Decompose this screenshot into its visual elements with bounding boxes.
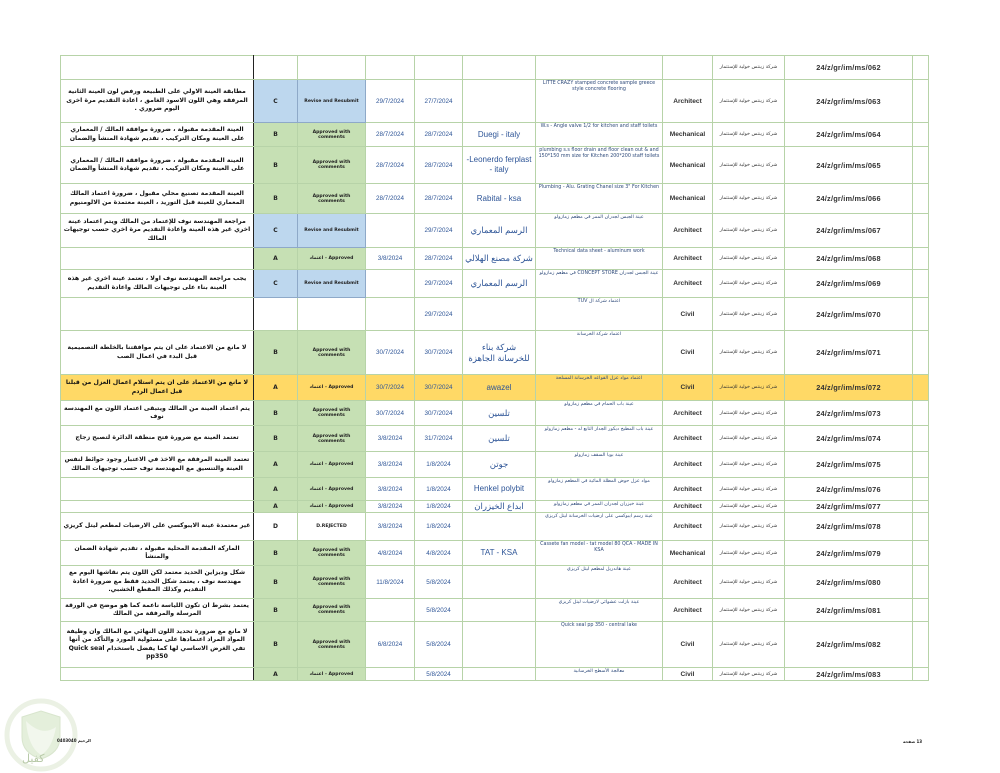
code-cell: B (254, 331, 298, 375)
blank-cell (913, 478, 929, 501)
discipline-cell: Architect (663, 248, 713, 270)
blank-cell (913, 622, 929, 668)
reference-cell: 24/z/gr/im/ms/078 (785, 513, 913, 541)
discipline-cell: Architect (663, 478, 713, 501)
supplier-cell (463, 622, 536, 668)
date-submitted-cell: 31/7/2024 (415, 426, 463, 452)
date-returned-cell (366, 298, 415, 331)
blank-cell (913, 214, 929, 248)
discipline-cell: Architect (663, 426, 713, 452)
supplier-cell (463, 56, 536, 80)
blank-cell (913, 123, 929, 147)
discipline-cell: Civil (663, 668, 713, 681)
description-cell: plumbing s.s floor drain and floor clean out & and 150*150 mm size for Kitchen 200*200 staff toilets (536, 147, 663, 184)
submittal-log-table (60, 55, 929, 681)
status-cell: Revise and Resubmit (298, 80, 366, 123)
status-cell: اعتماد - Approved (298, 248, 366, 270)
contractor-cell: شركة زينتس خولية للإستثمار (713, 478, 785, 501)
discipline-cell: Mechanical (663, 184, 713, 214)
description-cell: Technical data sheet - aluminum work (536, 248, 663, 270)
description-cell: عينة الجبس لجدران CONCEPT STORE في مطعم زمازولو (536, 270, 663, 298)
blank-cell (913, 298, 929, 331)
reference-cell: 24/z/gr/im/ms/080 (785, 566, 913, 599)
comment-cell: لا مانع من الاعتماد على ان يتم موافقتنا بالخلطة التصميمية قبل البدء في اعمال الصب (61, 331, 254, 375)
discipline-cell: Architect (663, 80, 713, 123)
date-submitted-cell: 1/8/2024 (415, 501, 463, 513)
description-cell: عينة هاندريل لمطعم ليتل كريزي (536, 566, 663, 599)
discipline-cell: Civil (663, 331, 713, 375)
discipline-cell: Civil (663, 375, 713, 401)
supplier-cell (463, 80, 536, 123)
date-returned-cell: 29/7/2024 (366, 80, 415, 123)
comment-cell: يعتمد بشرط ان تكون اللياسة ناعمة كما هو موضح في الورقة المرسلة والمرفقة من المالك (61, 599, 254, 622)
blank-cell (913, 248, 929, 270)
table-row (61, 401, 929, 426)
comment-cell: مراجعة المهندسة نوف للإعتماد من المالك ويتم اعتماد عينة اخري غير هذه العينة واعادة التقديم مرة اخري حسب توجيهات المالك (61, 214, 254, 248)
reference-cell: 24/z/gr/im/ms/073 (785, 401, 913, 426)
comment-cell: العينة المقدمة مقبولة ، ضرورة موافقة المالك / المعماري على العينة ومكان التركيب ، تقديم شهادة المنشأ والضمان (61, 123, 254, 147)
table-row (61, 541, 929, 566)
date-submitted-cell: 27/7/2024 (415, 80, 463, 123)
reference-cell: 24/z/gr/im/ms/076 (785, 478, 913, 501)
comment-cell (61, 668, 254, 681)
contractor-cell: شركة زينتس خولية للإستثمار (713, 80, 785, 123)
comment-cell (61, 56, 254, 80)
reference-cell: 24/z/gr/im/ms/079 (785, 541, 913, 566)
reference-cell: 24/z/gr/im/ms/075 (785, 452, 913, 478)
description-cell (536, 56, 663, 80)
supplier-cell: Duegi - italy (463, 123, 536, 147)
status-cell: Approved with comments (298, 426, 366, 452)
code-cell: B (254, 401, 298, 426)
description-cell: W.s - Angle valve 1/2 for kitchen and staff toilets (536, 123, 663, 147)
comment-cell: الماركة المقدمة المحلية مقبولة ، تقديم شهادة الضمان والمنشأ (61, 541, 254, 566)
code-cell: A (254, 375, 298, 401)
date-submitted-cell: 29/7/2024 (415, 298, 463, 331)
contractor-cell: شركة زينتس خولية للإستثمار (713, 298, 785, 331)
table-row (61, 622, 929, 668)
comment-cell: غير معتمدة عينة الايبوكسي على الارضيات لمطعم ليتل كريزي (61, 513, 254, 541)
supplier-cell: الرسم المعماري (463, 214, 536, 248)
table-row (61, 331, 929, 375)
comment-cell: تعتمد العينة المرفقة مع الاخذ في الاعتبار وجود حوائط لنفس العينة والتنسيق مع المهندسة نوف حسب توجيهات المالك (61, 452, 254, 478)
code-cell: B (254, 599, 298, 622)
description-cell: اعتماد مواد عزل القواعد الخرسانة المسلحة (536, 375, 663, 401)
contractor-cell: شركة زينتس خولية للإستثمار (713, 56, 785, 80)
blank-cell (913, 501, 929, 513)
code-cell: A (254, 668, 298, 681)
comment-cell: يجب مراجعة المهندسة نوف اولا ، تعتمد عينة اخري غير هذه العينة بناء على توجيهات المالك واعادة التقديم (61, 270, 254, 298)
comment-cell: لا مانع من الاعتماد على ان يتم استلام اعمال العزل من قبلنا قبل اعمال الردم (61, 375, 254, 401)
comment-cell: لا مانع مع ضرورة تحديد اللون النهائي مع المالك وان وظيفة المواد المراد اعتمادها على مسئولية المورد والتأكد من أنها تفي الغرض الاساسي لها كما يفضل باستخدام Quick seal pp350 (61, 622, 254, 668)
contractor-cell: شركة زينتس خولية للإستثمار (713, 513, 785, 541)
code-cell: B (254, 147, 298, 184)
code-cell: B (254, 566, 298, 599)
discipline-cell: Architect (663, 452, 713, 478)
blank-cell (913, 270, 929, 298)
code-cell: B (254, 541, 298, 566)
status-cell: اعتماد - Approved (298, 668, 366, 681)
contractor-cell: شركة زينتس خولية للإستثمار (713, 501, 785, 513)
discipline-cell: Civil (663, 622, 713, 668)
blank-cell (913, 599, 929, 622)
supplier-cell: شركة مصنع الهلالي (463, 248, 536, 270)
comment-cell: العينة المقدمة تصنيع محلي مقبول ، ضرورة اعتماد المالك المعماري للعينة قبل التوريد ، العينة معتمدة من الالومنيوم (61, 184, 254, 214)
status-cell: Approved with comments (298, 541, 366, 566)
code-cell: B (254, 184, 298, 214)
supplier-cell: الرسم المعماري (463, 270, 536, 298)
table-row (61, 452, 929, 478)
discipline-cell: Mechanical (663, 123, 713, 147)
discipline-cell: Architect (663, 214, 713, 248)
date-returned-cell: 11/8/2024 (366, 566, 415, 599)
status-cell: D.REJECTED (298, 513, 366, 541)
table-row (61, 566, 929, 599)
date-submitted-cell: 29/7/2024 (415, 214, 463, 248)
code-cell: C (254, 80, 298, 123)
comment-cell: مطابقة العينة الاولي على الطبيعة ورفض لون العينة الثانية المرفقة وهي اللون الاسود الغامق ، اعادة التقديم مرة اخرى اليوم ضروري . (61, 80, 254, 123)
code-cell: D (254, 513, 298, 541)
blank-cell (913, 452, 929, 478)
reference-cell: 24/z/gr/im/ms/066 (785, 184, 913, 214)
date-returned-cell (366, 270, 415, 298)
supplier-cell (463, 566, 536, 599)
table-row (61, 56, 929, 80)
reference-cell: 24/z/gr/im/ms/071 (785, 331, 913, 375)
table-row (61, 375, 929, 401)
description-cell: اعتماد شركة الخرسانة (536, 331, 663, 375)
footer-left-text: الرحيم 0403040 (57, 738, 91, 743)
table-row (61, 298, 929, 331)
contractor-cell: شركة زينتس خولية للإستثمار (713, 541, 785, 566)
comment-cell: العينة المقدمة مقبولة ، ضرورة موافقة المالك / المعماري على العينة ومكان التركيب ، تقديم شهادة المنشأ والضمان (61, 147, 254, 184)
date-submitted-cell: 29/7/2024 (415, 270, 463, 298)
reference-cell: 24/z/gr/im/ms/072 (785, 375, 913, 401)
code-cell: A (254, 501, 298, 513)
contractor-cell: شركة زينتس خولية للإستثمار (713, 248, 785, 270)
table-row (61, 478, 929, 501)
discipline-cell: Architect (663, 599, 713, 622)
contractor-cell: شركة زينتس خولية للإستثمار (713, 184, 785, 214)
date-submitted-cell: 4/8/2024 (415, 541, 463, 566)
status-cell (298, 56, 366, 80)
date-submitted-cell: 30/7/2024 (415, 331, 463, 375)
date-returned-cell: 3/8/2024 (366, 426, 415, 452)
contractor-cell: شركة زينتس خولية للإستثمار (713, 270, 785, 298)
date-submitted-cell: 30/7/2024 (415, 401, 463, 426)
description-cell: عينة رسم ايبوكسي على ارضيات الخرسانة ليتل كريزي (536, 513, 663, 541)
date-submitted-cell: 5/8/2024 (415, 599, 463, 622)
description-cell: معالجة الأسطح الخرسانية (536, 668, 663, 681)
reference-cell: 24/z/gr/im/ms/065 (785, 147, 913, 184)
table-row (61, 248, 929, 270)
blank-cell (913, 541, 929, 566)
status-cell: Approved with comments (298, 401, 366, 426)
contractor-cell: شركة زينتس خولية للإستثمار (713, 452, 785, 478)
reference-cell: 24/z/gr/im/ms/077 (785, 501, 913, 513)
comment-cell: يتم اعتماد العينة من المالك ويتبقى اعتماد اللون مع المهندسة نوف (61, 401, 254, 426)
discipline-cell: Architect (663, 566, 713, 599)
comment-cell: تعتمد العينة مع ضرورة فتح منطقة الدائرة لتصبح زجاج (61, 426, 254, 452)
contractor-cell: شركة زينتس خولية للإستثمار (713, 147, 785, 184)
supplier-cell (463, 668, 536, 681)
discipline-cell: Architect (663, 501, 713, 513)
date-returned-cell: 28/7/2024 (366, 184, 415, 214)
date-returned-cell (366, 56, 415, 80)
table-row (61, 501, 929, 513)
status-cell: اعتماد - Approved (298, 452, 366, 478)
code-cell: A (254, 452, 298, 478)
reference-cell: 24/z/gr/im/ms/067 (785, 214, 913, 248)
supplier-cell (463, 513, 536, 541)
blank-cell (913, 184, 929, 214)
table-row (61, 426, 929, 452)
status-cell: اعتماد - Approved (298, 478, 366, 501)
status-cell: Approved with comments (298, 566, 366, 599)
supplier-cell: تلسين (463, 426, 536, 452)
blank-cell (913, 80, 929, 123)
blank-cell (913, 331, 929, 375)
table-row (61, 147, 929, 184)
date-submitted-cell: 1/8/2024 (415, 513, 463, 541)
table-row (61, 214, 929, 248)
blank-cell (913, 401, 929, 426)
code-cell: B (254, 123, 298, 147)
date-submitted-cell: 30/7/2024 (415, 375, 463, 401)
date-returned-cell (366, 599, 415, 622)
description-cell: Cassete fan model - tat model 80 QCA - MADE IN KSA (536, 541, 663, 566)
contractor-cell: شركة زينتس خولية للإستثمار (713, 622, 785, 668)
blank-cell (913, 56, 929, 80)
status-cell (298, 298, 366, 331)
supplier-cell: Rabital - ksa (463, 184, 536, 214)
code-cell: B (254, 426, 298, 452)
status-cell: اعتماد - Approved (298, 375, 366, 401)
supplier-cell: ابداع الخيزران (463, 501, 536, 513)
page-number: 13 صفحة (903, 739, 923, 744)
blank-cell (913, 513, 929, 541)
contractor-cell: شركة زينتس خولية للإستثمار (713, 566, 785, 599)
date-returned-cell: 28/7/2024 (366, 147, 415, 184)
discipline-cell: Architect (663, 401, 713, 426)
date-submitted-cell: 5/8/2024 (415, 622, 463, 668)
date-submitted-cell: 28/7/2024 (415, 123, 463, 147)
date-submitted-cell: 28/7/2024 (415, 184, 463, 214)
comment-cell (61, 501, 254, 513)
table-row (61, 80, 929, 123)
date-returned-cell: 28/7/2024 (366, 123, 415, 147)
code-cell (254, 56, 298, 80)
description-cell: LITTE CRAZY stamped concrete sample greece style concrete flooring (536, 80, 663, 123)
discipline-cell: Civil (663, 298, 713, 331)
supplier-cell: جوتن (463, 452, 536, 478)
comment-cell: شكل وديزاين الحديد معتمد لكن اللون يتم نقاشها اليوم مع مهندسة نوف ، يعتمد شكل الحديد فقط مع ضرورة اعادة التقديم وكذلك المقطع الخشبي. (61, 566, 254, 599)
date-returned-cell: 30/7/2024 (366, 375, 415, 401)
blank-cell (913, 668, 929, 681)
date-submitted-cell: 1/8/2024 (415, 452, 463, 478)
table-row (61, 668, 929, 681)
date-returned-cell: 3/8/2024 (366, 478, 415, 501)
comment-cell (61, 298, 254, 331)
status-cell: Approved with comments (298, 331, 366, 375)
description-cell: عينة باب المطبخ ديكور الجدار التابع له - مطعم زمازولو (536, 426, 663, 452)
date-returned-cell: 30/7/2024 (366, 401, 415, 426)
date-submitted-cell: 1/8/2024 (415, 478, 463, 501)
code-cell: B (254, 622, 298, 668)
contractor-cell: شركة زينتس خولية للإستثمار (713, 668, 785, 681)
description-cell: اعتماد شركة ال TUV (536, 298, 663, 331)
comment-cell (61, 248, 254, 270)
contractor-cell: شركة زينتس خولية للإستثمار (713, 401, 785, 426)
reference-cell: 24/z/gr/im/ms/074 (785, 426, 913, 452)
table-row (61, 270, 929, 298)
date-submitted-cell: 5/8/2024 (415, 668, 463, 681)
table-row (61, 123, 929, 147)
date-returned-cell: 3/8/2024 (366, 248, 415, 270)
description-cell: Plumbing - Alu. Grating Chanel size 3" For Kitchen (536, 184, 663, 214)
description-cell: عينة خيزران لجدران الممر في مطعم زمازولو (536, 501, 663, 513)
date-submitted-cell: 28/7/2024 (415, 147, 463, 184)
reference-cell: 24/z/gr/im/ms/083 (785, 668, 913, 681)
blank-cell (913, 566, 929, 599)
contractor-cell: شركة زينتس خولية للإستثمار (713, 426, 785, 452)
supplier-cell: شركة بناء للخرسانة الجاهزة (463, 331, 536, 375)
code-cell: A (254, 478, 298, 501)
blank-cell (913, 147, 929, 184)
date-submitted-cell: 28/7/2024 (415, 248, 463, 270)
table-row (61, 184, 929, 214)
contractor-cell: شركة زينتس خولية للإستثمار (713, 331, 785, 375)
reference-cell: 24/z/gr/im/ms/081 (785, 599, 913, 622)
supplier-cell: -Leonerdo ferplast - italy (463, 147, 536, 184)
code-cell: C (254, 214, 298, 248)
discipline-cell: Mechanical (663, 541, 713, 566)
reference-cell: 24/z/gr/im/ms/082 (785, 622, 913, 668)
contractor-cell: شركة زينتس خولية للإستثمار (713, 599, 785, 622)
date-submitted-cell: 5/8/2024 (415, 566, 463, 599)
code-cell (254, 298, 298, 331)
date-returned-cell (366, 668, 415, 681)
reference-cell: 24/z/gr/im/ms/064 (785, 123, 913, 147)
status-cell: Approved with comments (298, 147, 366, 184)
date-returned-cell: 4/8/2024 (366, 541, 415, 566)
comment-cell (61, 478, 254, 501)
contractor-cell: شركة زينتس خولية للإستثمار (713, 375, 785, 401)
supplier-cell: awazel (463, 375, 536, 401)
date-returned-cell: 3/8/2024 (366, 501, 415, 513)
supplier-cell (463, 298, 536, 331)
status-cell: Revise and Resubmit (298, 270, 366, 298)
status-cell: Approved with comments (298, 622, 366, 668)
status-cell: Revise and Resubmit (298, 214, 366, 248)
status-cell: Approved with comments (298, 123, 366, 147)
discipline-cell: Architect (663, 270, 713, 298)
code-cell: A (254, 248, 298, 270)
reference-cell: 24/z/gr/im/ms/070 (785, 298, 913, 331)
description-cell: عينة باب الحمام في مطعم زمازولو (536, 401, 663, 426)
date-returned-cell: 6/8/2024 (366, 622, 415, 668)
supplier-cell: تلسين (463, 401, 536, 426)
code-cell: C (254, 270, 298, 298)
reference-cell: 24/z/gr/im/ms/062 (785, 56, 913, 80)
status-cell: Approved with comments (298, 184, 366, 214)
date-returned-cell: 3/8/2024 (366, 452, 415, 478)
date-submitted-cell (415, 56, 463, 80)
blank-cell (913, 375, 929, 401)
table-row (61, 513, 929, 541)
reference-cell: 24/z/gr/im/ms/063 (785, 80, 913, 123)
description-cell: مواد عزل حوض المظلة المائية في المطعم زمازولو (536, 478, 663, 501)
reference-cell: 24/z/gr/im/ms/068 (785, 248, 913, 270)
logo-text: كفيل (22, 752, 45, 765)
description-cell: عينة الجبس لجدران الممر في مطعم زمازولو (536, 214, 663, 248)
description-cell: Quick seal pp 350 - central lake (536, 622, 663, 668)
date-returned-cell: 3/8/2024 (366, 513, 415, 541)
supplier-cell: TAT - KSA (463, 541, 536, 566)
description-cell: عينة بويا السقف زمازولو (536, 452, 663, 478)
date-returned-cell: 30/7/2024 (366, 331, 415, 375)
supplier-cell (463, 599, 536, 622)
date-returned-cell (366, 214, 415, 248)
discipline-cell: Architect (663, 513, 713, 541)
contractor-cell: شركة زينتس خولية للإستثمار (713, 123, 785, 147)
blank-cell (913, 426, 929, 452)
status-cell: اعتماد - Approved (298, 501, 366, 513)
description-cell: عينة بازلت عشوائي لارضيات ليتل كريزي (536, 599, 663, 622)
discipline-cell (663, 56, 713, 80)
contractor-cell: شركة زينتس خولية للإستثمار (713, 214, 785, 248)
supplier-cell: Henkel polybit (463, 478, 536, 501)
discipline-cell: Mechanical (663, 147, 713, 184)
status-cell: Approved with comments (298, 599, 366, 622)
table-row (61, 599, 929, 622)
reference-cell: 24/z/gr/im/ms/069 (785, 270, 913, 298)
